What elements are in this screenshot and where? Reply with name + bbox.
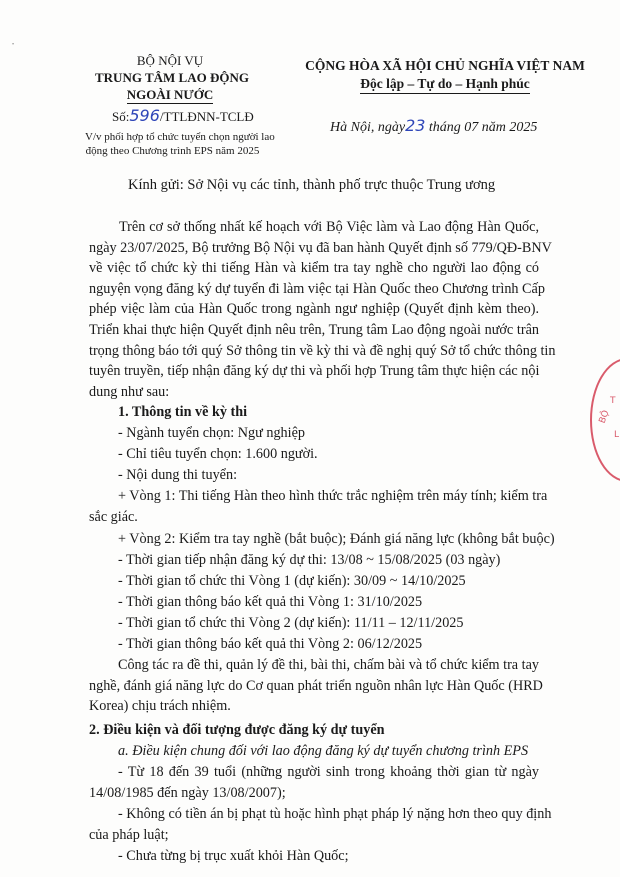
list-item: - Chỉ tiêu tuyển chọn: 1.600 người.: [118, 446, 318, 462]
intro-line: Triển khai thực hiện Quyết định nêu trên, Trung tâm Lao động ngoài nước trân: [89, 321, 539, 338]
criminal-condition: - Không có tiền án bị phạt tù hoặc hình phạt pháp lý nặng hơn theo quy định của pháp luật;: [89, 806, 552, 843]
list-item: + Vòng 2: Kiểm tra tay nghề (bắt buộc); Đánh giá năng lực (không bắt buộc): [118, 531, 555, 547]
motto: Độc lập – Tự do – Hạnh phúc: [360, 75, 530, 94]
intro-line: trọng thông báo tới quý Sở thông tin về kỳ thi và đề nghị quý Sở tổ chức thông tin: [89, 342, 556, 359]
section1-closing: Công tác ra đề thi, quản lý đề thi, bài thi, chấm bài và tổ chức kiểm tra tay nghề, đánh giá năng lực do Cơ quan phát triển nguồn nhân lực Hàn Quốc (HRD Korea) chịu trách nhiệm.: [89, 657, 543, 715]
list-item: - Nội dung thi tuyển:: [118, 467, 238, 483]
intro-line: phép việc làm của Hàn Quốc trong ngành ngư nghiệp (Quyết định kèm theo).: [89, 301, 539, 318]
center-name-line2: NGOÀI NƯỚC: [126, 87, 214, 102]
official-stamp: BỘ T L: [590, 358, 620, 482]
list-item: - Thời gian tổ chức thi Vòng 2 (dự kiến): 11/11 – 12/11/2025: [118, 615, 464, 631]
age-condition: - Từ 18 đến 39 tuổi (những người sinh trong khoảng thời gian từ ngày 14/08/1985 đến ngày 13/08/2007);: [89, 764, 539, 801]
ministry-name: BỘ NỘI VỤ: [136, 53, 204, 68]
greeting: Kính gửi: Sở Nội vụ các tỉnh, thành phố trực thuộc Trung ương: [128, 177, 496, 193]
intro-line: ngày 23/07/2025, Bộ trưởng Bộ Nội vụ đã ban hành Quyết định số 779/QĐ-BNV: [89, 239, 552, 256]
nation-block: [300, 57, 590, 94]
list-item: - Chưa từng bị trục xuất khỏi Hàn Quốc;: [118, 848, 349, 864]
scan-speck: •: [12, 42, 15, 48]
intro-line: tuyên truyền, tiếp nhận đăng ký dự thi và phối hợp Trung tâm thực hiện các nội: [89, 363, 540, 380]
list-item: - Thời gian thông báo kết quả thi Vòng 1: 31/10/2025: [118, 594, 423, 610]
intro-line: dung như sau:: [89, 383, 170, 400]
list-item: - Thời gian tổ chức thi Vòng 1 (dự kiến): 30/09 ~ 14/10/2025: [118, 573, 466, 589]
intro-line: nguyện vọng đăng ký dự tuyển đi làm việc tại Hàn Quốc theo Chương trình Cấp: [89, 280, 545, 297]
issue-date: Hà Nội, ngày23 tháng 07 năm 2025: [330, 116, 538, 135]
round1-item: + Vòng 1: Thi tiếng Hàn theo hình thức trắc nghiệm trên máy tính; kiểm tra sắc giác.: [89, 488, 548, 525]
intro-paragraph: [89, 217, 556, 402]
agency-block: [95, 52, 249, 104]
nation-name: CỘNG HÒA XÃ HỘI CHỦ NGHĨA VIỆT NAM: [305, 58, 585, 73]
document-number: Số:596/TTLĐNN-TCLĐ: [112, 106, 254, 125]
handwritten-number: 596: [129, 106, 160, 125]
intro-line: về việc tổ chức kỳ thi tiếng Hàn và kiểm tra tay nghề cho người lao động có: [89, 260, 539, 277]
list-item: - Thời gian tiếp nhận đăng ký dự thi: 13/08 ~ 15/08/2025 (03 ngày): [118, 552, 501, 568]
section2-heading: 2. Điều kiện và đối tượng được đăng ký dự tuyển: [89, 722, 385, 738]
center-name-line1: TRUNG TÂM LAO ĐỘNG: [95, 70, 249, 85]
intro-line: Trên cơ sở thống nhất kế hoạch với Bộ Việc làm và Lao động Hàn Quốc,: [119, 219, 539, 235]
list-item: - Thời gian thông báo kết quả thi Vòng 2: 06/12/2025: [118, 636, 423, 652]
handwritten-day: 23: [405, 116, 426, 135]
list-item: - Ngành tuyển chọn: Ngư nghiệp: [118, 425, 305, 441]
section1-heading: 1. Thông tin về kỳ thi: [118, 404, 248, 420]
subject-line: V/v phối hợp tổ chức tuyển chọn người lao động theo Chương trình EPS năm 2025: [85, 131, 275, 157]
section2-subheading: a. Điều kiện chung đối với lao động đăng ký dự tuyển chương trình EPS: [118, 743, 529, 759]
